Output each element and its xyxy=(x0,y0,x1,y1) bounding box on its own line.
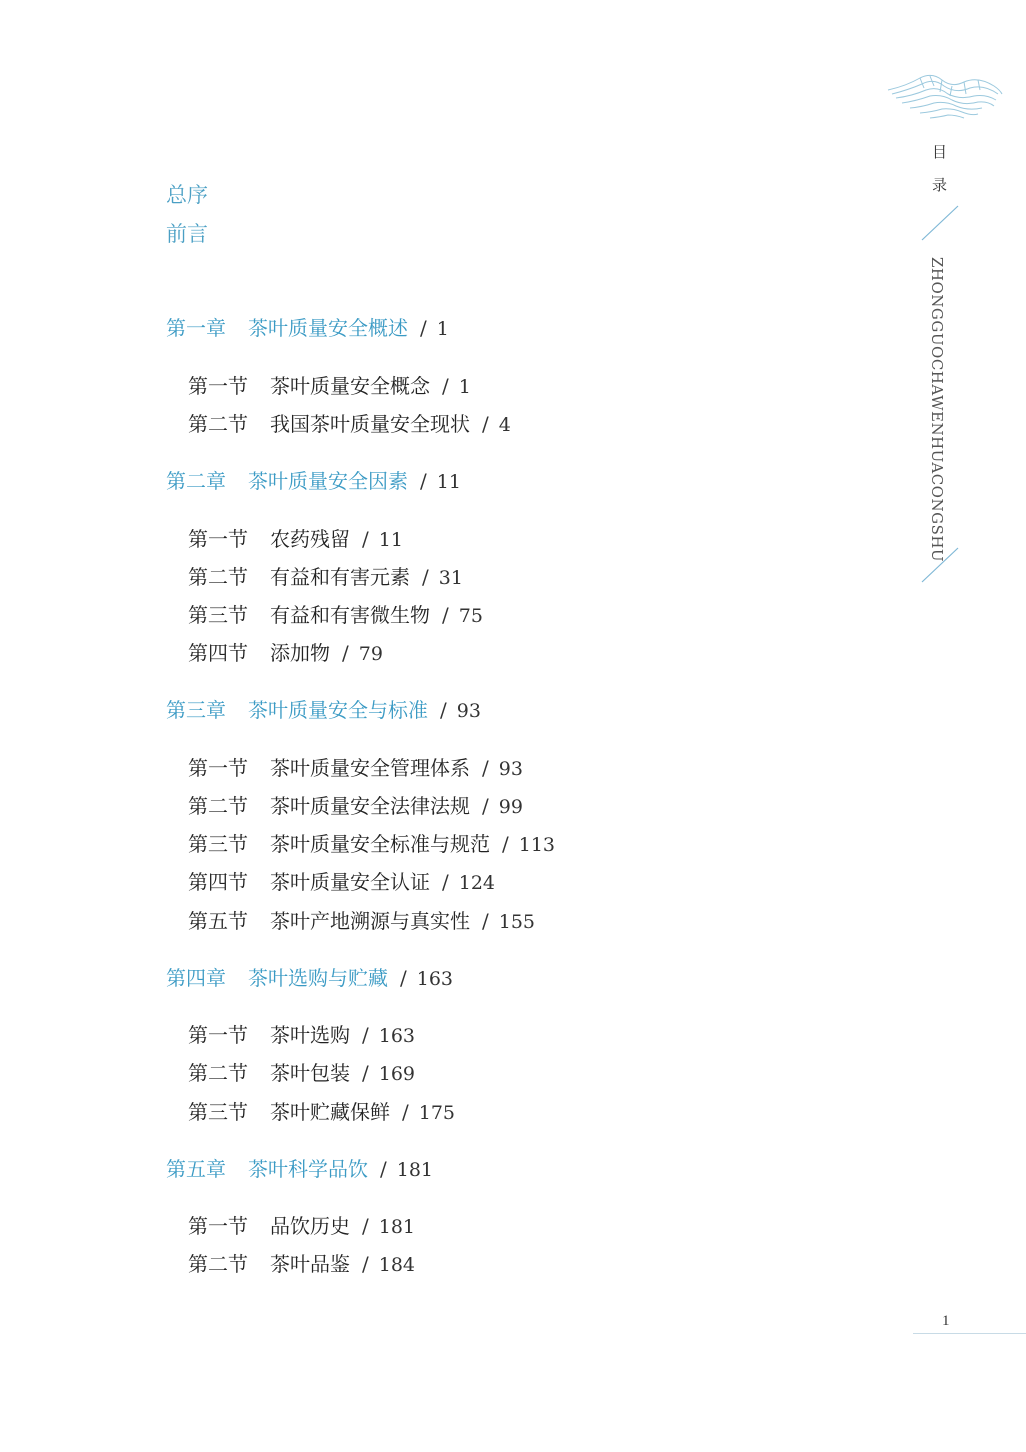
toc-separator: / xyxy=(502,832,509,856)
toc-section-2-4[interactable] xyxy=(188,643,383,664)
toc-number: 第二节 xyxy=(188,1061,248,1085)
toc-number: 第四节 xyxy=(188,870,248,894)
toc-section-3-5[interactable] xyxy=(188,911,535,932)
toc-page-number: 11 xyxy=(378,529,403,551)
page-number: 1 xyxy=(942,1313,950,1329)
toc-title: 茶叶选购与贮藏 xyxy=(248,966,388,990)
toc-section-2-1[interactable] xyxy=(188,529,403,550)
toc-number: 第五章 xyxy=(166,1157,226,1181)
toc-title: 茶叶质量安全认证 xyxy=(270,870,430,894)
page-number-rule xyxy=(913,1333,1026,1334)
toc-separator: / xyxy=(362,1023,369,1047)
toc-separator: / xyxy=(442,603,449,627)
toc-page-number: 31 xyxy=(438,567,463,589)
toc-separator: / xyxy=(342,641,349,665)
toc-title: 农药残留 xyxy=(270,527,350,551)
toc-separator: / xyxy=(362,1214,369,1238)
toc-page-number: 1 xyxy=(436,318,449,340)
toc-page-number: 169 xyxy=(378,1063,416,1085)
toc-separator: / xyxy=(400,966,407,990)
toc-page-number: 181 xyxy=(378,1216,416,1238)
toc-section-3-1[interactable] xyxy=(188,758,523,779)
toc-separator: / xyxy=(482,794,489,818)
toc-page-number: 11 xyxy=(436,471,461,493)
toc-title: 茶叶质量安全概念 xyxy=(270,374,430,398)
toc-heading-char-mu: 目 xyxy=(932,143,948,161)
toc-number: 第四章 xyxy=(166,966,226,990)
toc-separator: / xyxy=(402,1100,409,1124)
toc-number: 第五节 xyxy=(188,909,248,933)
toc-separator: / xyxy=(362,1061,369,1085)
toc-title: 茶叶科学品饮 xyxy=(248,1157,368,1181)
toc-section-2-3[interactable] xyxy=(188,605,483,626)
toc-separator: / xyxy=(362,527,369,551)
toc-separator: / xyxy=(422,565,429,589)
toc-number: 第三节 xyxy=(188,603,248,627)
toc-separator: / xyxy=(482,412,489,436)
toc-separator: / xyxy=(482,756,489,780)
toc-title: 茶叶质量安全因素 xyxy=(248,469,408,493)
toc-title: 茶叶包装 xyxy=(270,1061,350,1085)
toc-page-number: 155 xyxy=(498,911,536,933)
toc-title: 品饮历史 xyxy=(270,1214,350,1238)
toc-number: 第一节 xyxy=(188,374,248,398)
toc-title: 茶叶质量安全标准与规范 xyxy=(270,832,490,856)
toc-page-number: 175 xyxy=(418,1102,456,1124)
toc-section-3-2[interactable] xyxy=(188,796,523,817)
toc-separator: / xyxy=(440,698,447,722)
toc-separator: / xyxy=(442,374,449,398)
toc-intro-preface-general[interactable]: 总序 xyxy=(166,183,208,207)
toc-title: 茶叶质量安全与标准 xyxy=(248,698,428,722)
toc-page-number: 93 xyxy=(498,758,523,780)
toc-title: 茶叶质量安全管理体系 xyxy=(270,756,470,780)
toc-number: 第二章 xyxy=(166,469,226,493)
toc-chapter-1[interactable] xyxy=(166,318,449,339)
toc-title: 我国茶叶质量安全现状 xyxy=(270,412,470,436)
toc-number: 第一章 xyxy=(166,316,226,340)
toc-number: 第一节 xyxy=(188,756,248,780)
toc-number: 第三节 xyxy=(188,1100,248,1124)
toc-number: 第二节 xyxy=(188,565,248,589)
toc-page-number: 181 xyxy=(396,1159,434,1181)
toc-chapter-5[interactable] xyxy=(166,1159,433,1180)
toc-page-number: 113 xyxy=(518,834,556,856)
toc-section-4-2[interactable] xyxy=(188,1063,415,1084)
toc-page-number: 4 xyxy=(498,414,511,436)
toc-page-number: 184 xyxy=(378,1254,416,1276)
toc-number: 第二节 xyxy=(188,794,248,818)
toc-number: 第一节 xyxy=(188,527,248,551)
toc-title: 茶叶选购 xyxy=(270,1023,350,1047)
toc-title: 茶叶产地溯源与真实性 xyxy=(270,909,470,933)
toc-number: 第二节 xyxy=(188,1252,248,1276)
series-romanized-title: ZHONGGUOCHAWENHUACONGSHU xyxy=(928,257,946,563)
toc-section-5-1[interactable] xyxy=(188,1216,415,1237)
toc-separator: / xyxy=(420,469,427,493)
toc-separator: / xyxy=(442,870,449,894)
toc-page-number: 124 xyxy=(458,872,496,894)
toc-page-number: 163 xyxy=(416,968,454,990)
toc-chapter-4[interactable] xyxy=(166,968,453,989)
toc-page-number: 75 xyxy=(458,605,483,627)
toc-title: 有益和有害元素 xyxy=(270,565,410,589)
toc-section-4-3[interactable] xyxy=(188,1102,455,1123)
toc-section-5-2[interactable] xyxy=(188,1254,415,1275)
toc-title: 茶叶质量安全法律法规 xyxy=(270,794,470,818)
toc-section-4-1[interactable] xyxy=(188,1025,415,1046)
toc-separator: / xyxy=(380,1157,387,1181)
toc-title: 茶叶贮藏保鲜 xyxy=(270,1100,390,1124)
toc-chapter-3[interactable] xyxy=(166,700,481,721)
toc-page-number: 163 xyxy=(378,1025,416,1047)
toc-section-3-3[interactable] xyxy=(188,834,555,855)
toc-section-3-4[interactable] xyxy=(188,872,495,893)
toc-chapter-2[interactable] xyxy=(166,471,461,492)
toc-separator: / xyxy=(482,909,489,933)
toc-number: 第四节 xyxy=(188,641,248,665)
toc-page-number: 1 xyxy=(458,376,471,398)
toc-page-number: 99 xyxy=(498,796,523,818)
toc-section-1-1[interactable] xyxy=(188,376,471,397)
toc-number: 第二节 xyxy=(188,412,248,436)
toc-page-number: 79 xyxy=(358,643,383,665)
toc-intro-foreword[interactable]: 前言 xyxy=(166,222,208,246)
toc-number: 第三节 xyxy=(188,832,248,856)
toc-separator: / xyxy=(420,316,427,340)
toc-title: 有益和有害微生物 xyxy=(270,603,430,627)
toc-separator: / xyxy=(362,1252,369,1276)
toc-number: 第一节 xyxy=(188,1023,248,1047)
toc-title: 添加物 xyxy=(270,641,330,665)
toc-section-1-2[interactable] xyxy=(188,414,511,435)
toc-page-number: 93 xyxy=(456,700,481,722)
toc-title: 茶叶质量安全概述 xyxy=(248,316,408,340)
toc-section-2-2[interactable] xyxy=(188,567,463,588)
toc-heading-char-lu: 录 xyxy=(932,176,948,194)
toc-title: 茶叶品鉴 xyxy=(270,1252,350,1276)
toc-number: 第三章 xyxy=(166,698,226,722)
toc-number: 第一节 xyxy=(188,1214,248,1238)
